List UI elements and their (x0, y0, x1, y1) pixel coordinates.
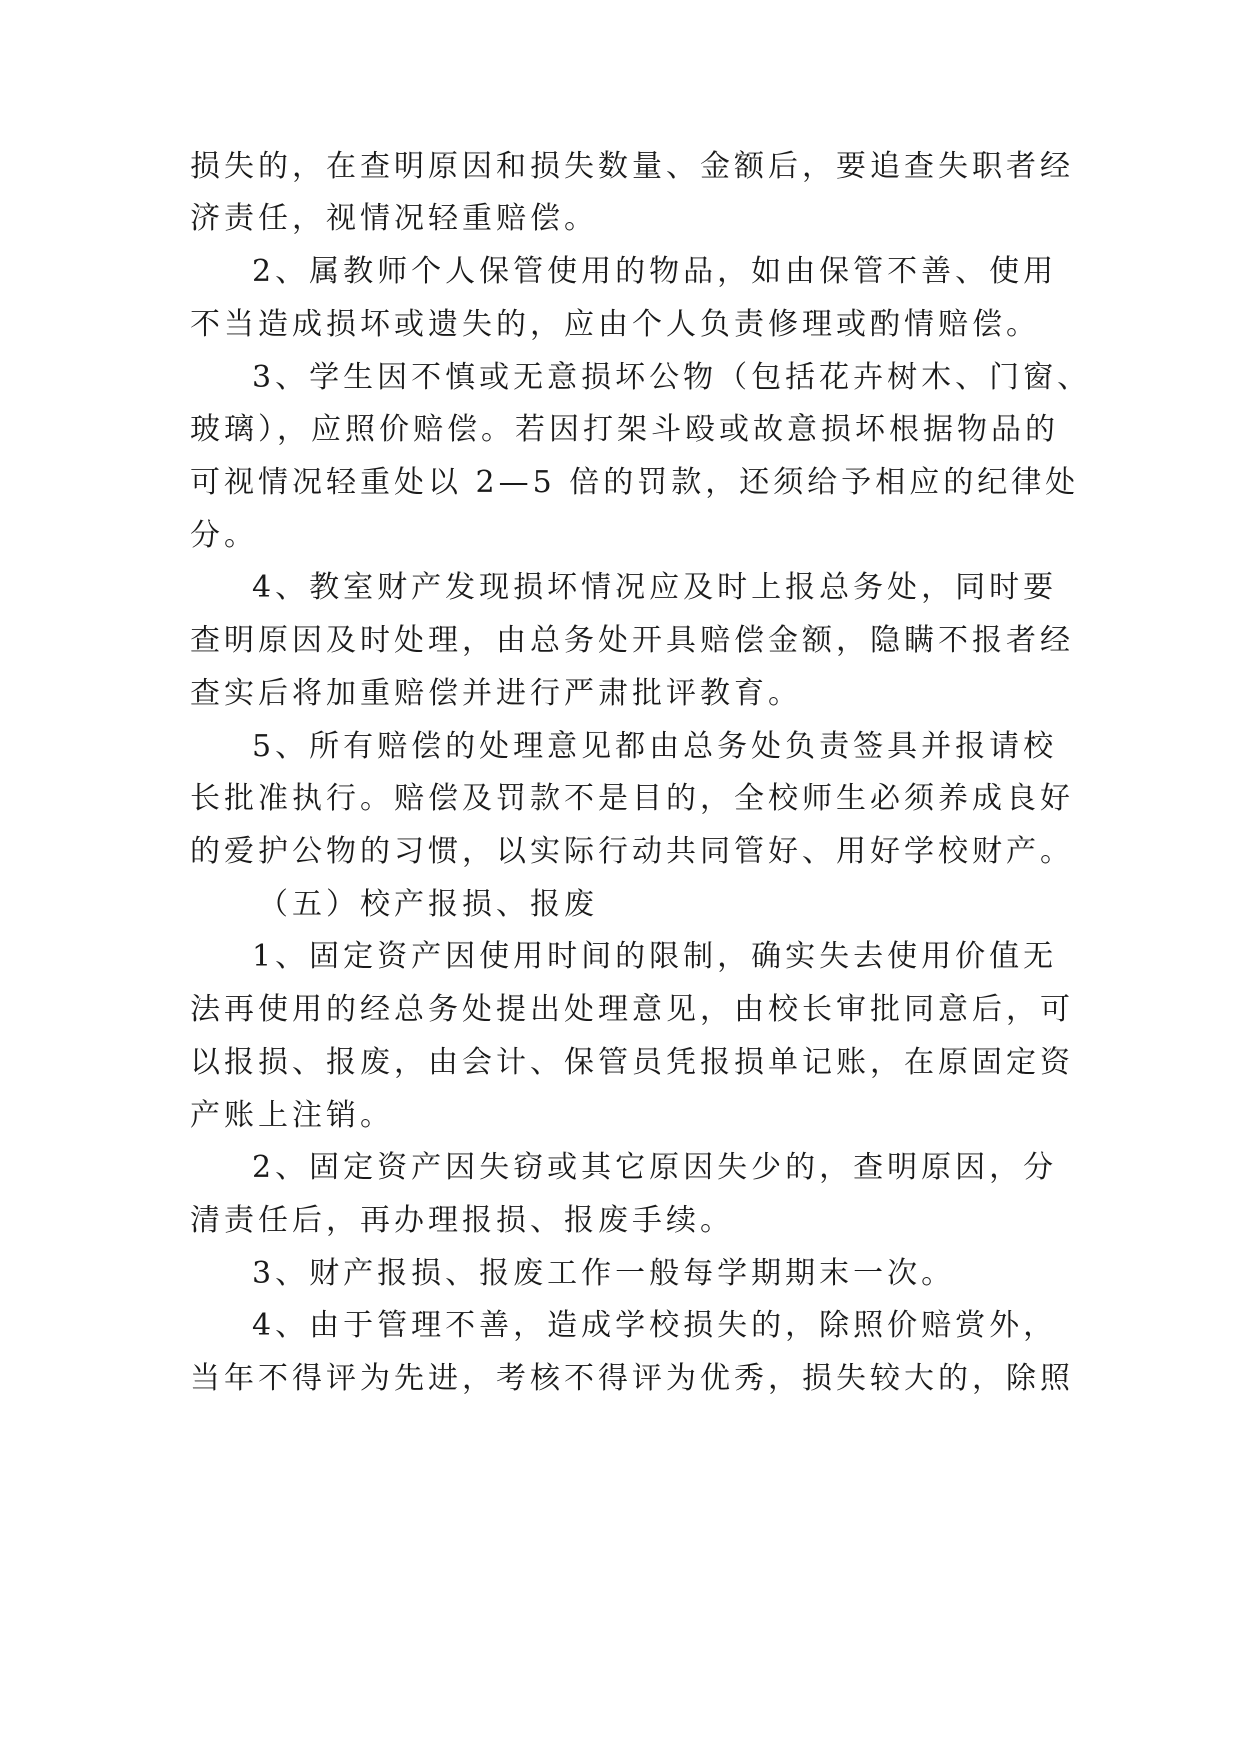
text-line: 济责任，视情况轻重赔偿。 (190, 201, 598, 236)
paragraph-line: 4、由于管理不善，造成学校损失的，除照价赔赏外， (252, 1308, 1058, 1343)
text-line: 玻璃），应照价赔偿。若因打架斗殴或故意损坏根据物品的 (190, 412, 1059, 447)
text-line: 可视情况轻重处以 2—5 倍的罚款，还须给予相应的纪律处 (190, 465, 1080, 500)
text-line: 查实后将加重赔偿并进行严肃批评教育。 (190, 676, 802, 711)
text-line: 当年不得评为先进，考核不得评为优秀，损失较大的，除照 (190, 1361, 1074, 1396)
section-heading: （五）校产报损、报废 (258, 887, 598, 922)
text-line: 不当造成损坏或遗失的，应由个人负责修理或酌情赔偿。 (190, 307, 1040, 342)
text-line: 查明原因及时处理，由总务处开具赔偿金额，隐瞒不报者经 (190, 623, 1074, 658)
paragraph-line: 3、财产报损、报废工作一般每学期期末一次。 (252, 1256, 956, 1291)
text-line: 清责任后，再办理报损、报废手续。 (190, 1203, 734, 1238)
paragraph-line: 2、固定资产因失窃或其它原因失少的，查明原因，分 (252, 1150, 1058, 1185)
text-line: 法再使用的经总务处提出处理意见，由校长审批同意后，可 (190, 992, 1074, 1027)
text-line: 以报损、报废，由会计、保管员凭报损单记账，在原固定资 (190, 1045, 1074, 1080)
text-line: 长批准执行。赔偿及罚款不是目的，全校师生必须养成良好 (190, 781, 1074, 816)
paragraph-line: 2、属教师个人保管使用的物品，如由保管不善、使用 (252, 254, 1058, 289)
text-line: 产账上注销。 (190, 1098, 394, 1133)
text-line: 分。 (190, 518, 258, 553)
paragraph-line: 4、教室财产发现损坏情况应及时上报总务处，同时要 (252, 570, 1058, 605)
paragraph-line: 1、固定资产因使用时间的限制，确实失去使用价值无 (252, 939, 1058, 974)
text-line: 损失的，在查明原因和损失数量、金额后，要追查失职者经 (190, 149, 1074, 184)
text-line: 的爱护公物的习惯，以实际行动共同管好、用好学校财产。 (190, 834, 1074, 869)
paragraph-line: 5、所有赔偿的处理意见都由总务处负责签具并报请校 (252, 729, 1058, 764)
paragraph-line: 3、学生因不慎或无意损坏公物（包括花卉树木、门窗、 (252, 360, 1092, 395)
